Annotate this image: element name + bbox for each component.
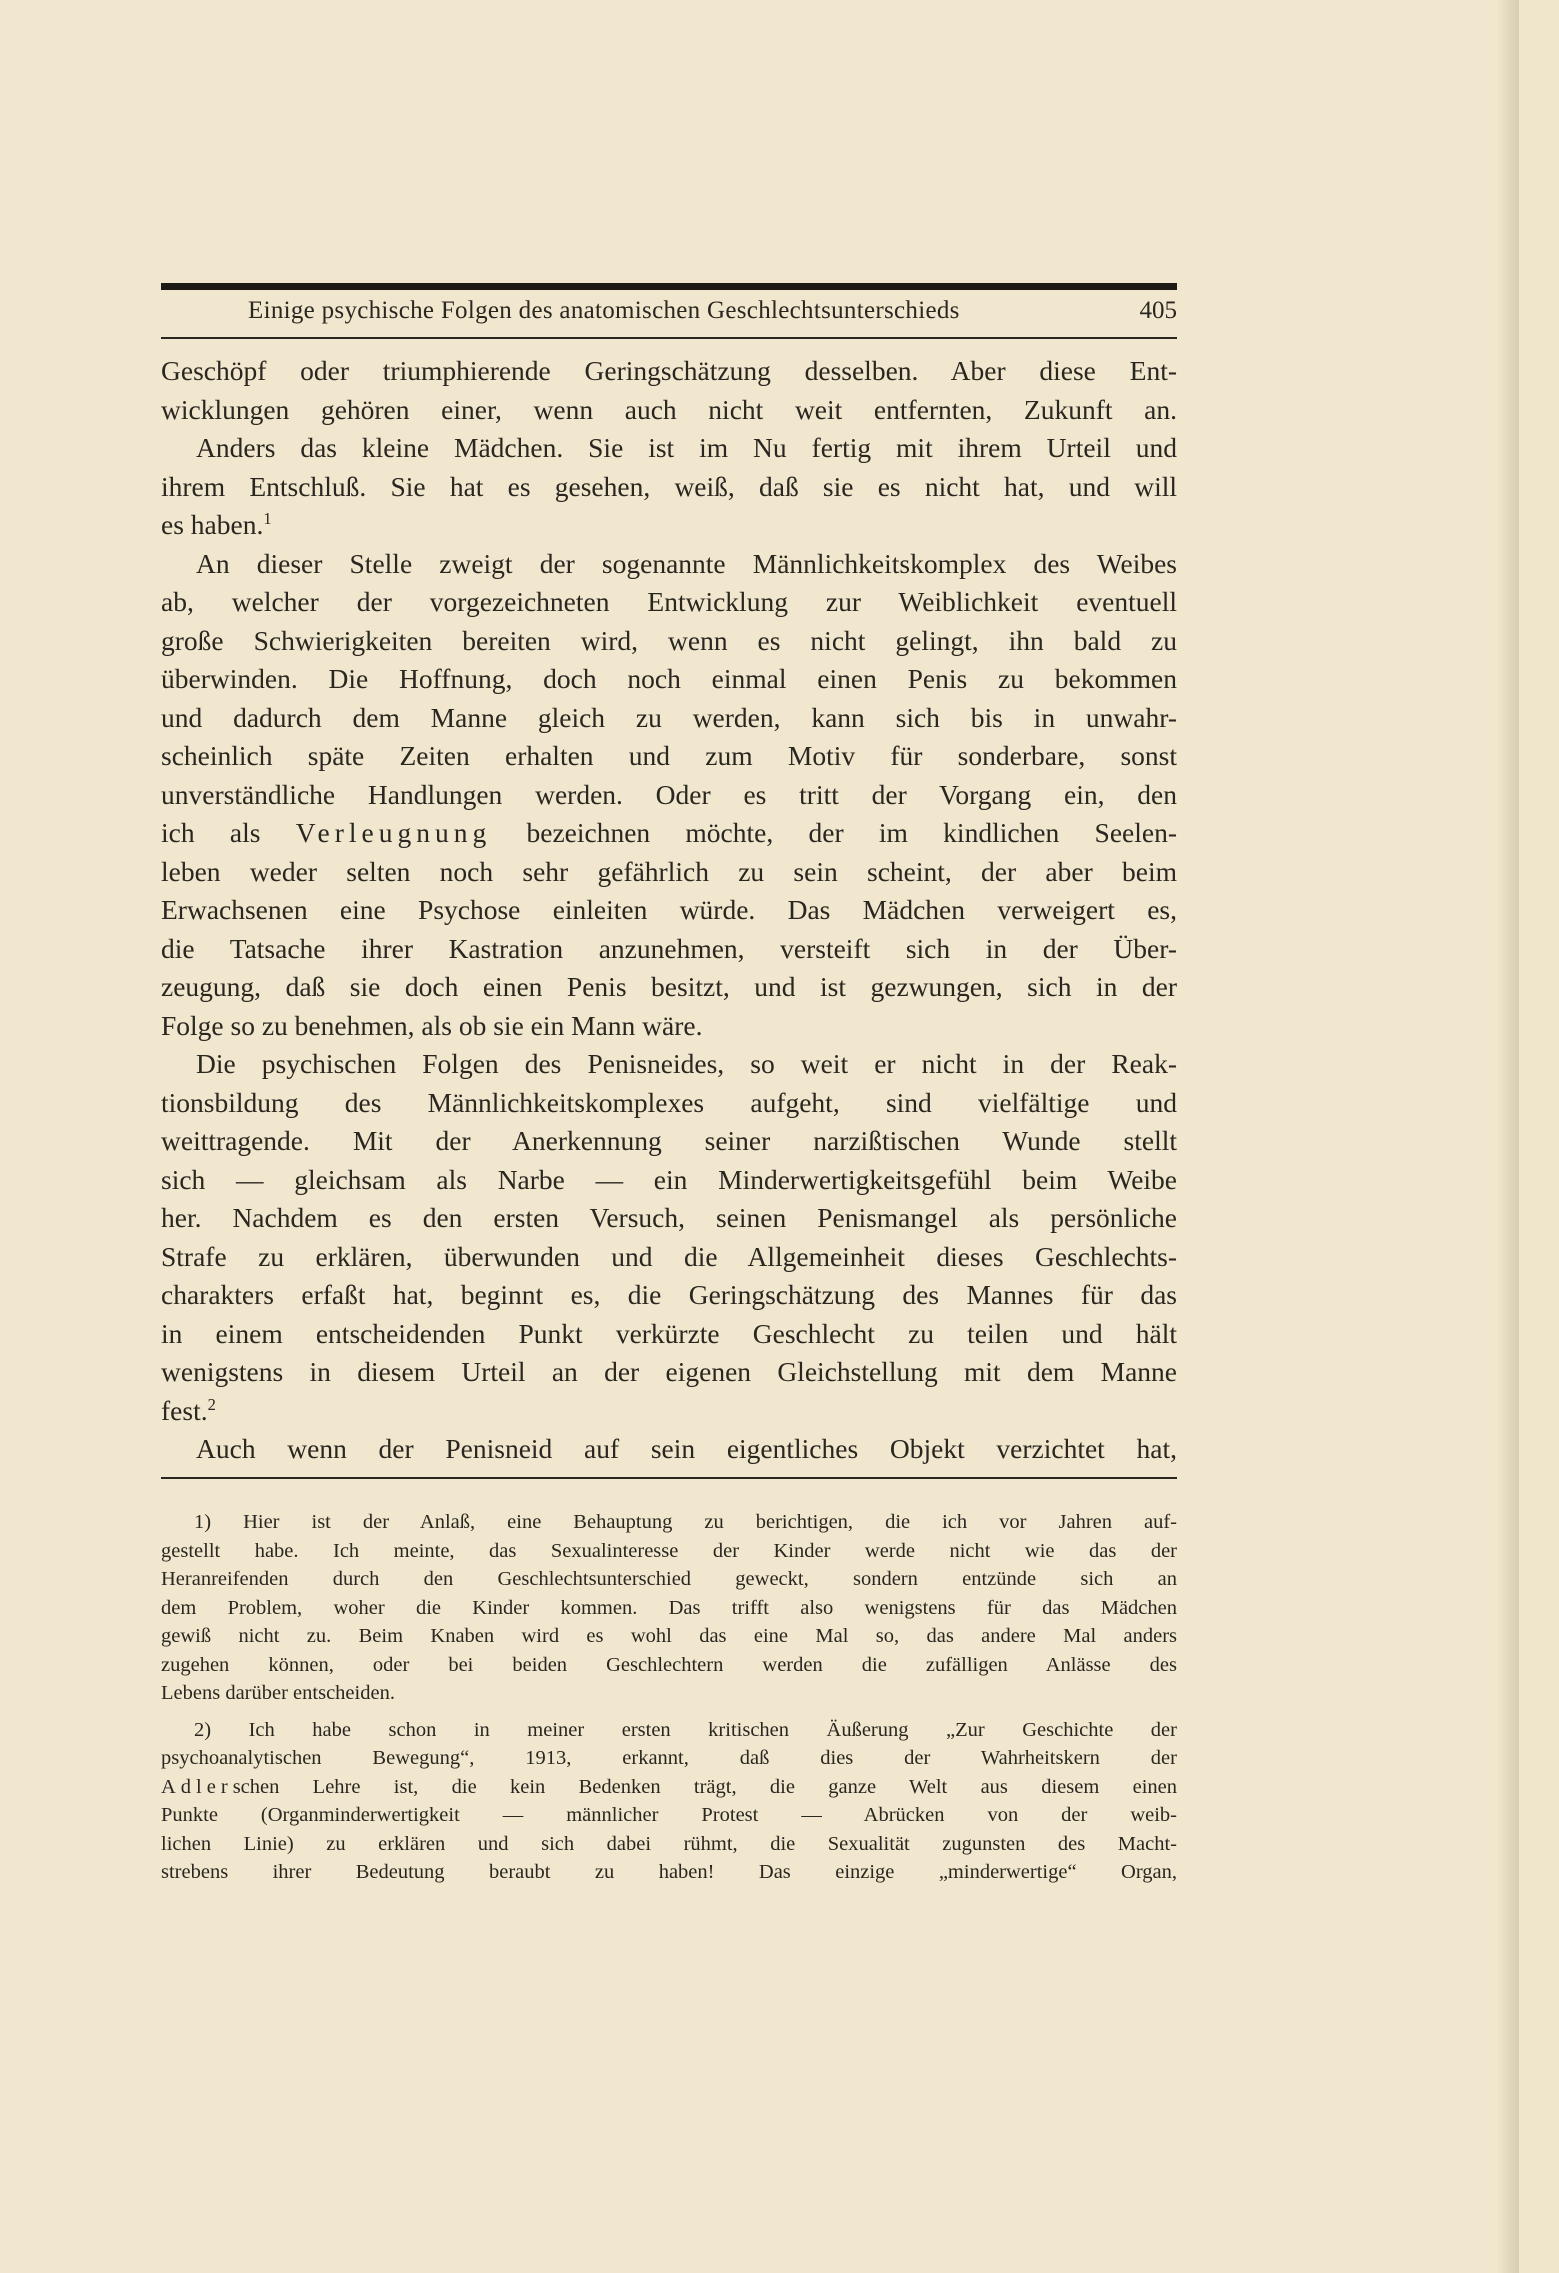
- emphasized-name: Adler: [161, 1775, 233, 1798]
- text-line: Strafe zu erklären, überwunden und die Allgemeinheit dieses Geschlechts-: [161, 1240, 1177, 1272]
- page-number: 405: [1139, 297, 1177, 324]
- footnote-line: Punkte (Organminderwertigkeit — männlicher Protest — Abrücken von der weib-: [161, 1804, 1177, 1826]
- footnote-line: zugehen können, oder bei beiden Geschlechtern werden die zufälligen Anlässe des: [161, 1653, 1177, 1676]
- footnote-line: gewiß nicht zu. Beim Knaben wird es wohl das eine Mal so, das andere Mal anders: [161, 1625, 1177, 1647]
- text-line: Folge so zu benehmen, als ob sie ein Mann wäre.: [161, 1009, 703, 1041]
- text-line: Die psychischen Folgen des Penisneides, so weit er nicht in der Reak-: [196, 1048, 1177, 1079]
- text-line: charakters erfaßt hat, beginnt es, die Geringschätzung des Mannes für das: [161, 1279, 1177, 1310]
- text-line: tionsbildung des Männlichkeitskomplexes aufgeht, sind vielfältige und: [161, 1086, 1177, 1118]
- footnote-line: Lebens darüber entscheiden.: [161, 1682, 395, 1704]
- text-line: große Schwierigkeiten bereiten wird, wenn es nicht gelingt, ihn bald zu: [161, 624, 1177, 656]
- header-top-rule: [161, 283, 1177, 290]
- text-line: Anders das kleine Mädchen. Sie ist im Nu fertig mit ihrem Urteil und: [196, 432, 1177, 463]
- footnotes: [161, 1508, 1177, 1887]
- text-line: ab, welcher der vorgezeichneten Entwicklung zur Weiblichkeit eventuell: [161, 586, 1177, 617]
- footnote-line: gestellt habe. Ich meinte, das Sexualinteresse der Kinder werde nicht wie das der: [161, 1539, 1177, 1562]
- text-line: her. Nachdem es den ersten Versuch, seinen Penismangel als persönliche: [161, 1202, 1177, 1233]
- text-line: wenigstens in diesem Urteil an der eigenen Gleichstellung mit dem Manne: [161, 1356, 1177, 1387]
- text-fragment: ich als: [161, 817, 261, 848]
- text-fragment: schen Lehre ist, die kein Bedenken trägt, die ganze Welt aus diesem einen: [232, 1775, 1177, 1798]
- text-line: Auch wenn der Penisneid auf sein eigentliches Objekt verzichtet hat,: [196, 1433, 1177, 1464]
- footnote-line: dem Problem, woher die Kinder kommen. Das trifft also wenigstens für das Mädchen: [161, 1596, 1177, 1619]
- text-line: und dadurch dem Manne gleich zu werden, kann sich bis in unwahr-: [161, 701, 1177, 733]
- text-line: An dieser Stelle zweigt der sogenannte Männlichkeitskomplex des Weibes: [196, 547, 1177, 579]
- text-line: Geschöpf oder triumphierende Geringschätzung desselben. Aber diese Ent-: [161, 355, 1177, 386]
- text-line: überwinden. Die Hoffnung, doch noch einmal einen Penis zu bekommen: [161, 663, 1177, 694]
- text-fragment: bezeichnen möchte, der im kindlichen Seelen-: [526, 817, 1177, 848]
- footnote-line: Heranreifenden durch den Geschlechtsunterschied geweckt, sondern entzünde sich an: [161, 1568, 1177, 1590]
- text-line: ihrem Entschluß. Sie hat es gesehen, weiß, daß sie es nicht hat, und will: [161, 470, 1177, 502]
- text-line: [161, 814, 1177, 853]
- footnote-separator: [161, 1477, 1177, 1479]
- footnote-line: 1) Hier ist der Anlaß, eine Behauptung zu berichtigen, die ich vor Jahren auf-: [194, 1511, 1177, 1533]
- main-text: [161, 352, 1177, 1469]
- text-line: [161, 1392, 1177, 1431]
- text-line: die Tatsache ihrer Kastration anzunehmen, versteift sich in der Über-: [161, 932, 1177, 964]
- book-gutter-shadow: [1497, 0, 1519, 2273]
- text-line: unverständliche Handlungen werden. Oder es tritt der Vorgang ein, den: [161, 778, 1177, 810]
- footnote-line: psychoanalytischen Bewegung“, 1913, erkannt, daß dies der Wahrheitskern der: [161, 1747, 1177, 1769]
- footnote-line: strebens ihrer Bedeutung beraubt zu haben! Das einzige „minderwertige“ Organ,: [161, 1861, 1177, 1883]
- text-line: Erwachsenen eine Psychose einleiten würde. Das Mädchen verweigert es,: [161, 894, 1177, 925]
- text-line: weittragende. Mit der Anerkennung seiner narzißtischen Wunde stellt: [161, 1125, 1177, 1156]
- text-fragment: es haben.: [161, 509, 264, 540]
- footnote-line: lichen Linie) zu erklären und sich dabei rühmt, die Sexualität zugunsten des Macht-: [161, 1832, 1177, 1855]
- footnote-marker: 1: [263, 508, 272, 528]
- footnote-marker: 2: [207, 1394, 216, 1414]
- text-line: leben weder selten noch sehr gefährlich zu sein scheint, der aber beim: [161, 855, 1177, 887]
- footnote-line: 2) Ich habe schon in meiner ersten kritischen Äußerung „Zur Geschichte der: [194, 1718, 1177, 1741]
- text-line: scheinlich späte Zeiten erhalten und zum Motiv für sonderbare, sonst: [161, 740, 1177, 771]
- text-fragment: fest.: [161, 1394, 208, 1426]
- text-line: zeugung, daß sie doch einen Penis besitzt, und ist gezwungen, sich in der: [161, 971, 1177, 1002]
- text-line: wicklungen gehören einer, wenn auch nicht weit entfernten, Zukunft an.: [161, 393, 1177, 425]
- text-line: in einem entscheidenden Punkt verkürzte Geschlecht zu teilen und hält: [161, 1317, 1177, 1349]
- text-line: sich — gleichsam als Narbe — ein Minderwertigkeitsgefühl beim Weibe: [161, 1163, 1177, 1195]
- header-bottom-rule: [161, 337, 1177, 339]
- running-title: Einige psychische Folgen des anatomischen Geschlechtsunterschieds: [248, 297, 960, 324]
- page-header: [161, 293, 1177, 337]
- footnote-line: [161, 1773, 1177, 1802]
- emphasized-term: Verleugnung: [295, 817, 492, 848]
- text-line: [161, 506, 1177, 545]
